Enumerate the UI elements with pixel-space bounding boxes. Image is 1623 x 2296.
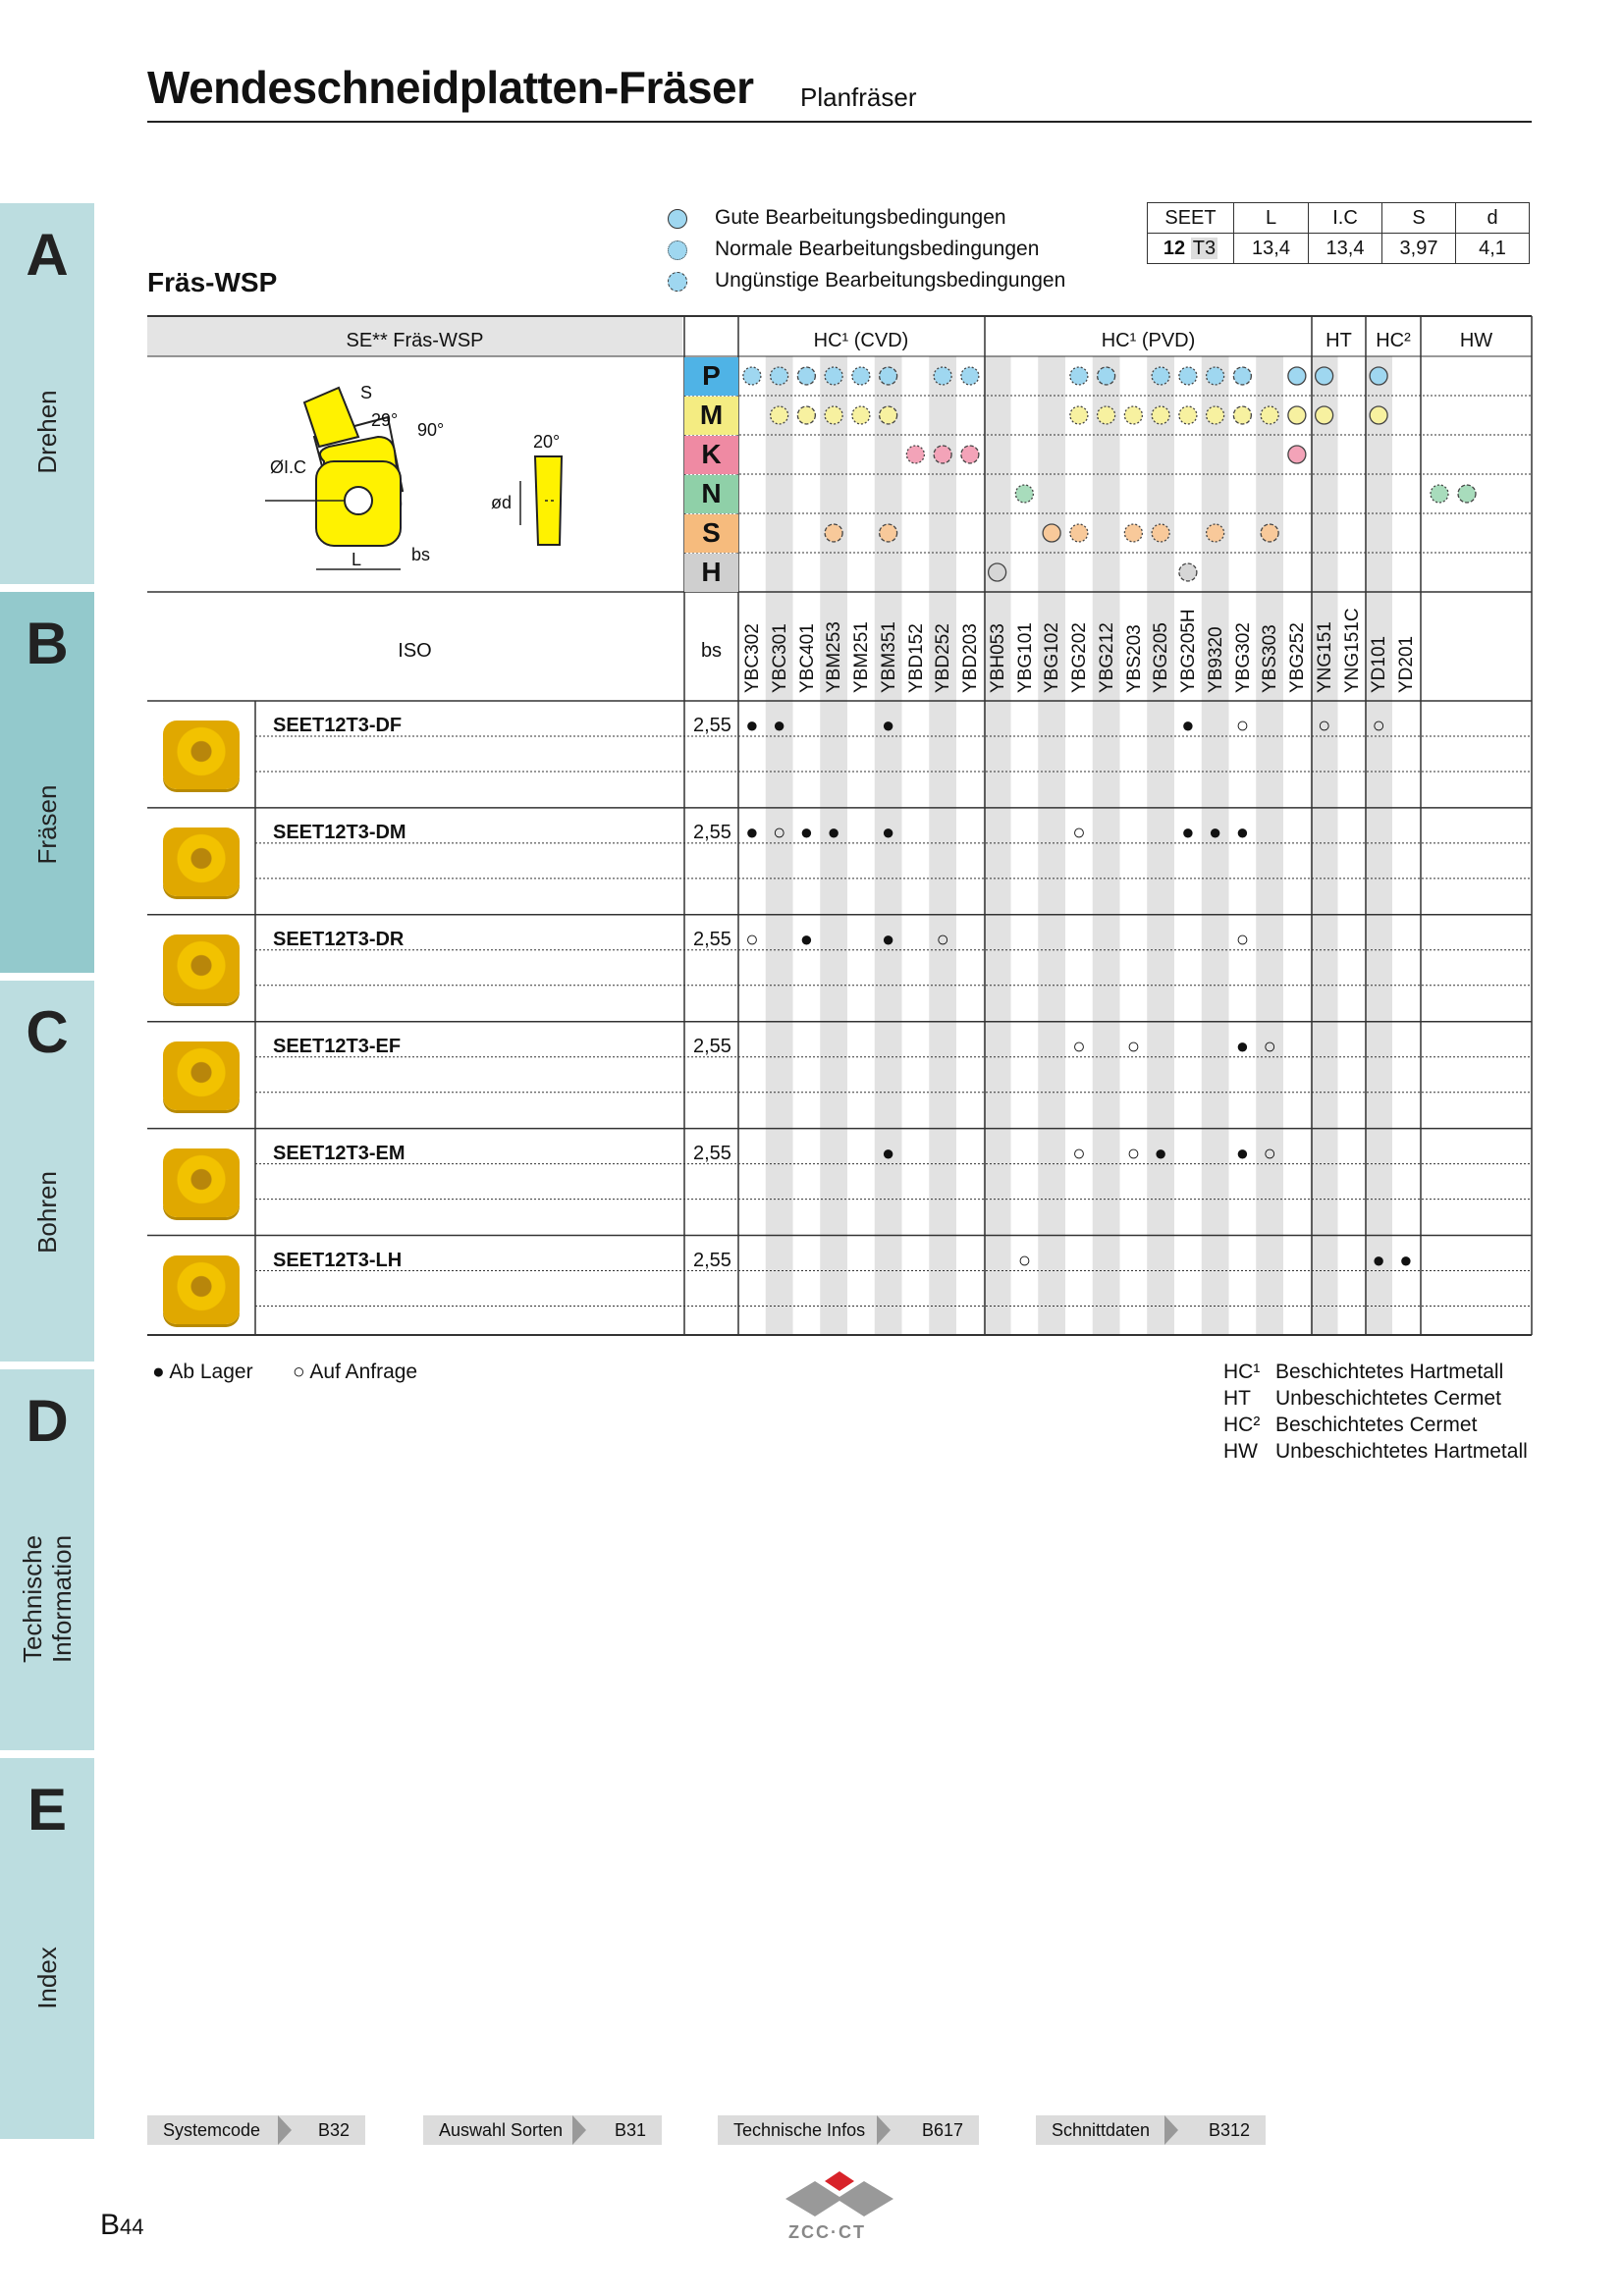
grade-label: YBM253 bbox=[824, 621, 845, 693]
chevron-right-icon bbox=[1164, 2115, 1178, 2145]
nav-systemcode[interactable] bbox=[147, 2115, 365, 2145]
on-request-mark: ○ bbox=[1263, 1140, 1276, 1165]
poor-condition-icon bbox=[797, 406, 815, 424]
good-condition-icon bbox=[1370, 367, 1387, 385]
in-stock-mark: ● bbox=[827, 819, 840, 844]
on-request-mark: ○ bbox=[1317, 713, 1331, 737]
abbrev-desc: Beschichtetes Cermet bbox=[1275, 1414, 1478, 1436]
tab-label: Drehen bbox=[32, 390, 62, 474]
in-stock-mark: ● bbox=[1181, 819, 1195, 844]
page-letter: B bbox=[100, 2209, 121, 2241]
diagram-label-ic: ØI.C bbox=[270, 457, 307, 477]
logo-text: ZCC·CT bbox=[788, 2222, 866, 2242]
in-stock-mark: ● bbox=[772, 713, 786, 737]
normal-condition-icon bbox=[852, 406, 870, 424]
on-request-mark: ○ bbox=[1235, 713, 1250, 737]
dim-value: 13,4 bbox=[1234, 234, 1309, 264]
on-request-mark: ○ bbox=[772, 819, 786, 844]
product-bs: 2,55 bbox=[693, 1035, 731, 1057]
section-title: Fräs-WSP bbox=[147, 267, 278, 297]
product-bs: 2,55 bbox=[693, 928, 731, 950]
insert-image bbox=[163, 1255, 240, 1324]
nav-label: Systemcode bbox=[163, 2120, 261, 2140]
grade-label: YBD252 bbox=[933, 623, 954, 693]
tab-letter: A bbox=[26, 222, 69, 288]
bs-header: bs bbox=[700, 640, 723, 662]
grade-label: YBG101 bbox=[1014, 622, 1036, 693]
insert-image bbox=[163, 828, 240, 896]
column-stripe bbox=[1256, 356, 1283, 1335]
good-condition-icon bbox=[1043, 524, 1060, 542]
group-header-ht: HT bbox=[1325, 330, 1352, 351]
good-condition-icon bbox=[1288, 367, 1306, 385]
on-request-mark: ○ bbox=[1235, 926, 1250, 951]
tab-letter: E bbox=[27, 1777, 68, 1842]
grade-label: YB9320 bbox=[1205, 626, 1226, 693]
product-bs: 2,55 bbox=[693, 715, 731, 736]
poor-condition-icon bbox=[1233, 367, 1251, 385]
column-stripe bbox=[1093, 356, 1120, 1335]
insert-image bbox=[163, 1041, 240, 1110]
good-condition-icon bbox=[1288, 446, 1306, 463]
dim-code-rest: T3 bbox=[1192, 237, 1217, 259]
material-n: N bbox=[684, 475, 738, 513]
normal-condition-icon bbox=[1179, 406, 1197, 424]
diagram-label-l: L bbox=[352, 550, 362, 569]
insert-diagram bbox=[265, 388, 562, 569]
abbrev-code: HC¹ bbox=[1223, 1361, 1261, 1383]
poor-condition-icon bbox=[1179, 563, 1197, 581]
on-request-mark: ○ bbox=[1126, 1033, 1141, 1058]
good-condition-icon bbox=[1288, 406, 1306, 424]
abbrev-code: HT bbox=[1223, 1387, 1251, 1410]
normal-condition-icon bbox=[852, 367, 870, 385]
on-request-mark: ○ bbox=[1072, 819, 1086, 844]
product-code[interactable]: SEET12T3-DM bbox=[273, 821, 406, 843]
in-stock-mark: ● bbox=[881, 819, 895, 844]
group-header-hc-cvd: HC¹ (CVD) bbox=[813, 330, 909, 351]
zcc-logo-icon bbox=[776, 2169, 903, 2228]
in-stock-mark: ● bbox=[799, 819, 814, 844]
normal-condition-icon bbox=[1098, 406, 1115, 424]
tab-label: Bohren bbox=[32, 1171, 62, 1254]
legend-poor: Ungünstige Bearbeitungsbedingungen bbox=[715, 269, 1066, 292]
insert-image bbox=[163, 934, 240, 1003]
in-stock-mark: ● bbox=[799, 926, 814, 951]
normal-condition-icon bbox=[1207, 406, 1224, 424]
grade-label: YBS303 bbox=[1260, 624, 1281, 693]
poor-condition-icon bbox=[1261, 524, 1278, 542]
page-number bbox=[100, 2209, 144, 2242]
poor-condition-icon bbox=[1098, 367, 1115, 385]
dim-value: 4,1 bbox=[1456, 234, 1530, 264]
on-request-mark: ○ bbox=[745, 926, 759, 951]
nav-technische-infos[interactable] bbox=[718, 2115, 979, 2145]
poor-condition-icon bbox=[825, 524, 842, 542]
good-condition-icon bbox=[1316, 406, 1333, 424]
nav-ref: B31 bbox=[614, 2120, 646, 2140]
normal-condition-icon bbox=[771, 367, 788, 385]
column-stripe bbox=[1147, 356, 1174, 1335]
in-stock-mark: ● bbox=[881, 1140, 895, 1165]
grade-label: YBS203 bbox=[1123, 624, 1145, 693]
good-condition-icon bbox=[1316, 367, 1333, 385]
dim-header: SEET bbox=[1148, 203, 1234, 234]
column-stripe bbox=[929, 356, 956, 1335]
diagram-label-angle3: 20° bbox=[533, 432, 561, 452]
in-stock-mark: ● bbox=[745, 819, 759, 844]
nav-label: Auswahl Sorten bbox=[439, 2120, 564, 2140]
insert-image bbox=[163, 1148, 240, 1217]
group-header-hw: HW bbox=[1459, 330, 1493, 351]
grade-label: YD201 bbox=[1396, 635, 1417, 693]
in-stock-mark: ● bbox=[1235, 1033, 1250, 1058]
in-stock-mark: ● bbox=[1235, 819, 1250, 844]
footnote-request: ○ Auf Anfrage bbox=[293, 1361, 418, 1383]
grade-label: YBG205H bbox=[1178, 609, 1199, 693]
group-header-hc-pvd: HC¹ (PVD) bbox=[1101, 330, 1196, 351]
grade-label: YBD152 bbox=[905, 623, 927, 693]
dim-value: 3,97 bbox=[1382, 234, 1456, 264]
type-header: SE** Fräs-WSP bbox=[346, 330, 484, 351]
column-stripe bbox=[1365, 356, 1392, 1335]
in-stock-mark: ● bbox=[1235, 1140, 1250, 1165]
nav-label: Schnittdaten bbox=[1052, 2120, 1151, 2140]
in-stock-mark: ● bbox=[1154, 1140, 1167, 1165]
normal-condition-icon bbox=[825, 367, 842, 385]
page-num: 44 bbox=[120, 2215, 144, 2239]
on-request-mark: ○ bbox=[1263, 1033, 1276, 1058]
legend-normal: Normale Bearbeitungsbedingungen bbox=[715, 238, 1040, 260]
grade-label: YBG302 bbox=[1232, 622, 1254, 693]
poor-condition-icon bbox=[880, 406, 897, 424]
material-s: S bbox=[684, 514, 738, 553]
poor-condition-icon bbox=[1233, 406, 1251, 424]
grade-label: YD101 bbox=[1369, 635, 1390, 693]
normal-condition-icon bbox=[1152, 524, 1169, 542]
abbrev-desc: Beschichtetes Hartmetall bbox=[1275, 1361, 1504, 1383]
group-header-hc2: HC² bbox=[1376, 330, 1411, 351]
normal-condition-icon bbox=[1070, 367, 1088, 385]
grade-label: YBD203 bbox=[960, 623, 981, 693]
on-request-mark: ○ bbox=[1072, 1033, 1086, 1058]
grade-label: YBG102 bbox=[1042, 622, 1063, 693]
footnote-stock: ● Ab Lager bbox=[152, 1361, 253, 1383]
grade-label: YBC301 bbox=[769, 623, 790, 693]
normal-condition-icon bbox=[1124, 406, 1142, 424]
good-condition-icon bbox=[1370, 406, 1387, 424]
abbrev-desc: Unbeschichtetes Hartmetall bbox=[1275, 1440, 1528, 1463]
good-condition-icon bbox=[989, 563, 1006, 581]
normal-condition-icon bbox=[1152, 367, 1169, 385]
column-stripe bbox=[766, 356, 793, 1335]
diagram-label-angle1: 29° bbox=[371, 410, 399, 430]
grade-label: YBG252 bbox=[1287, 622, 1308, 693]
in-stock-mark: ● bbox=[881, 713, 895, 737]
poor-condition-icon bbox=[880, 367, 897, 385]
dim-header: L bbox=[1234, 203, 1309, 234]
diagram-label-angle2: 90° bbox=[417, 420, 445, 440]
product-code[interactable]: SEET12T3-EF bbox=[273, 1035, 402, 1057]
nav-schnittdaten[interactable] bbox=[1036, 2115, 1266, 2145]
column-stripe bbox=[1038, 356, 1065, 1335]
column-stripe bbox=[875, 356, 902, 1335]
dim-header: I.C bbox=[1309, 203, 1382, 234]
on-request-mark: ○ bbox=[1372, 713, 1385, 737]
chevron-right-icon bbox=[278, 2115, 292, 2145]
column-stripe bbox=[1311, 356, 1338, 1335]
normal-condition-icon bbox=[1207, 367, 1224, 385]
normal-condition-icon bbox=[825, 406, 842, 424]
in-stock-mark: ● bbox=[745, 713, 759, 737]
column-stripe bbox=[820, 356, 847, 1335]
material-p: P bbox=[684, 357, 738, 396]
product-code[interactable]: SEET12T3-EM bbox=[273, 1142, 406, 1164]
grade-label: YBG212 bbox=[1096, 622, 1117, 693]
grade-label: YNG151C bbox=[1341, 608, 1363, 693]
normal-condition-icon bbox=[1124, 524, 1142, 542]
tab-letter: C bbox=[26, 999, 69, 1065]
insert-image bbox=[163, 721, 240, 789]
tab-letter: B bbox=[26, 611, 69, 676]
normal-condition-icon bbox=[1431, 485, 1448, 503]
in-stock-mark: ● bbox=[1181, 713, 1195, 737]
in-stock-mark: ● bbox=[1208, 819, 1222, 844]
normal-condition-icon bbox=[906, 446, 924, 463]
tab-label: Technische Information bbox=[18, 1534, 77, 1664]
in-stock-mark: ● bbox=[1372, 1247, 1385, 1272]
dim-header: S bbox=[1382, 203, 1456, 234]
normal-condition-icon bbox=[771, 406, 788, 424]
grade-label: YBM351 bbox=[878, 621, 899, 693]
grade-label: YBG205 bbox=[1151, 622, 1172, 693]
tab-label: Fräsen bbox=[32, 784, 62, 865]
grade-label: YBH053 bbox=[987, 623, 1008, 693]
on-request-mark: ○ bbox=[1072, 1140, 1086, 1165]
dim-value: 13,4 bbox=[1309, 234, 1382, 264]
nav-ref: B617 bbox=[921, 2120, 963, 2140]
diagram-label-bs: bs bbox=[411, 545, 431, 564]
product-bs: 2,55 bbox=[693, 1142, 731, 1164]
material-m: M bbox=[684, 397, 738, 435]
nav-label: Technische Infos bbox=[733, 2120, 866, 2140]
material-h: H bbox=[684, 554, 738, 592]
column-stripe bbox=[1202, 356, 1229, 1335]
poor-condition-icon bbox=[1458, 485, 1476, 503]
normal-condition-icon bbox=[1207, 524, 1224, 542]
normal-condition-icon bbox=[934, 367, 951, 385]
normal-condition-icon bbox=[1261, 406, 1278, 424]
material-k: K bbox=[684, 436, 738, 474]
product-bs: 2,55 bbox=[693, 1249, 731, 1271]
poor-condition-icon bbox=[934, 446, 951, 463]
poor-condition-icon bbox=[880, 524, 897, 542]
dim-header: d bbox=[1456, 203, 1530, 234]
column-stripe bbox=[984, 356, 1011, 1335]
normal-condition-icon bbox=[743, 367, 761, 385]
grade-label: YBC302 bbox=[742, 623, 763, 693]
chevron-right-icon bbox=[877, 2115, 891, 2145]
abbrev-code: HW bbox=[1223, 1440, 1258, 1463]
diagram-label-s: S bbox=[360, 383, 373, 402]
normal-condition-icon bbox=[1015, 485, 1033, 503]
dim-code-bold: 12 bbox=[1163, 237, 1186, 259]
grade-label: YBM251 bbox=[851, 621, 872, 693]
normal-condition-icon bbox=[1179, 367, 1197, 385]
nav-auswahl-sorten[interactable] bbox=[423, 2115, 662, 2145]
in-stock-mark: ● bbox=[1399, 1247, 1413, 1272]
on-request-mark: ○ bbox=[936, 926, 949, 951]
grade-label: YBC401 bbox=[796, 623, 818, 693]
iso-header: ISO bbox=[398, 640, 432, 662]
normal-condition-icon bbox=[961, 367, 979, 385]
product-code[interactable]: SEET12T3-LH bbox=[273, 1249, 403, 1271]
in-stock-mark: ● bbox=[881, 926, 895, 951]
poor-condition-icon bbox=[961, 446, 979, 463]
product-code[interactable]: SEET12T3-DF bbox=[273, 715, 403, 736]
normal-condition-icon bbox=[1070, 524, 1088, 542]
diagram-label-d: ød bbox=[491, 493, 513, 512]
on-request-mark: ○ bbox=[1126, 1140, 1141, 1165]
tab-letter: D bbox=[26, 1388, 69, 1454]
legend-good: Gute Bearbeitungsbedingungen bbox=[715, 206, 1006, 229]
chevron-right-icon bbox=[572, 2115, 586, 2145]
on-request-mark: ○ bbox=[1017, 1247, 1032, 1272]
normal-condition-icon bbox=[1152, 406, 1169, 424]
nav-ref: B32 bbox=[317, 2120, 350, 2140]
grade-label: YBG202 bbox=[1069, 622, 1090, 693]
product-bs: 2,55 bbox=[693, 821, 731, 843]
page-subtitle: Planfräser bbox=[800, 82, 917, 112]
normal-condition-icon bbox=[1070, 406, 1088, 424]
product-code[interactable]: SEET12T3-DR bbox=[273, 928, 405, 950]
page-title: Wendeschneidplatten-Fräser bbox=[147, 62, 754, 113]
grade-label: YNG151 bbox=[1314, 621, 1335, 693]
tab-label: Index bbox=[32, 1947, 62, 2009]
abbrev-desc: Unbeschichtetes Cermet bbox=[1275, 1387, 1501, 1410]
abbrev-code: HC² bbox=[1223, 1414, 1261, 1436]
poor-condition-icon bbox=[797, 367, 815, 385]
nav-ref: B312 bbox=[1208, 2120, 1250, 2140]
